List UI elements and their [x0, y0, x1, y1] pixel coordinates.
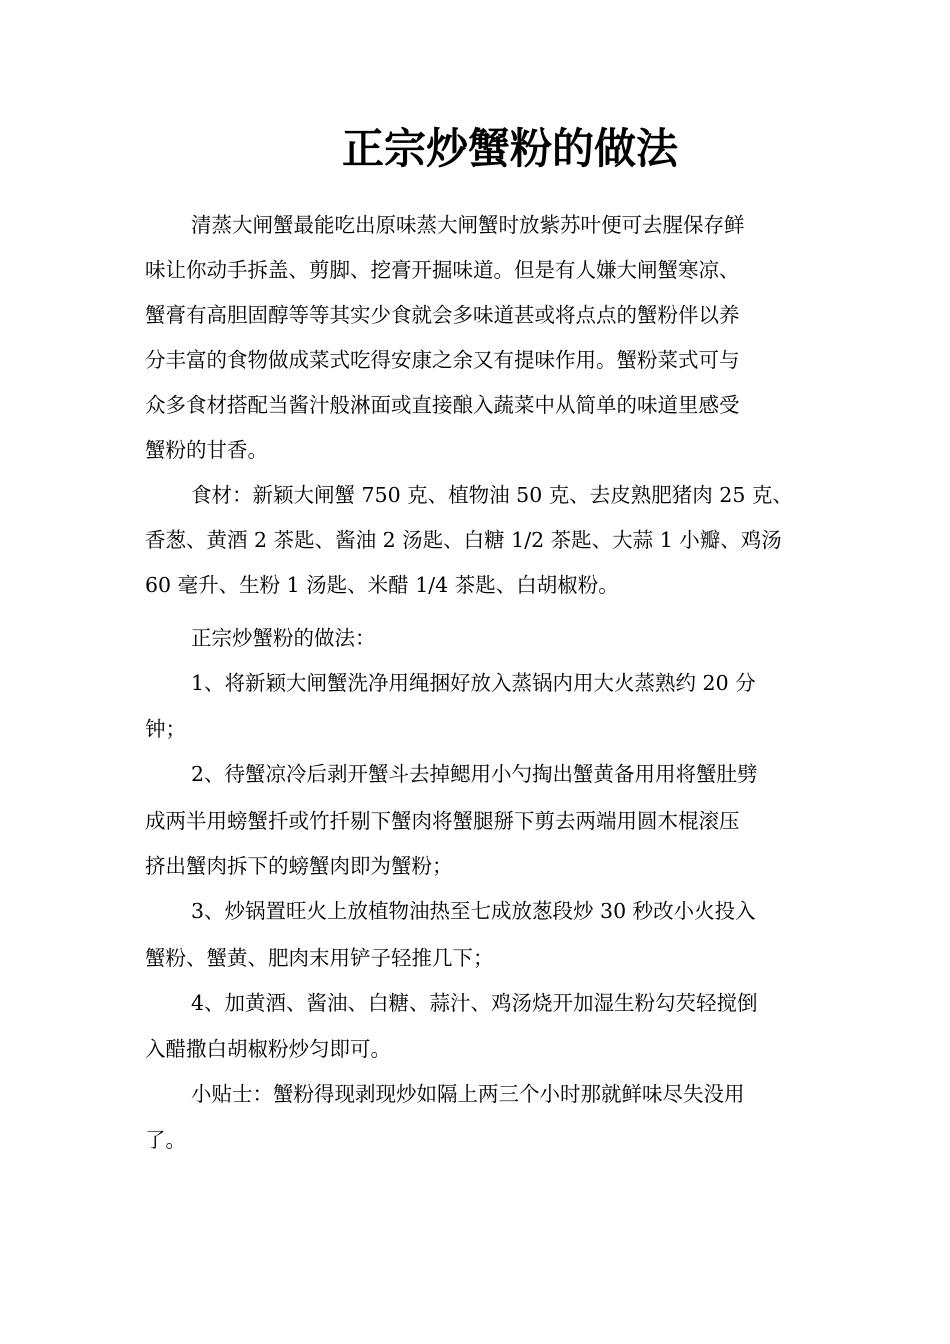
text-line: 香葱、黄酒 2 茶匙、酱油 2 汤匙、白糖 1/2 茶匙、大蒜 1 小瓣、鸡汤 — [145, 528, 782, 552]
text-line: 挤出蟹肉拆下的螃蟹肉即为蟹粉； — [145, 854, 453, 878]
text-line: 蟹膏有高胆固醇等等其实少食就会多味道甚或将点点的蟹粉伴以养 — [145, 303, 740, 327]
document-title: 正宗炒蟹粉的做法 — [341, 124, 678, 173]
text-line: 2、待蟹凉冷后剥开蟹斗去掉鳃用小勺掏出蟹黄备用用将蟹肚劈 — [191, 762, 758, 786]
text-line: 4、加黄酒、酱油、白糖、蒜汁、鸡汤烧开加湿生粉勾芡轻搅倒 — [191, 991, 758, 1015]
text-line: 蟹粉、蟹黄、肥肉末用铲子轻推几下； — [145, 946, 494, 970]
text-line: 小贴士：蟹粉得现剥现炒如隔上两三个小时那就鲜味尽失没用 — [191, 1082, 745, 1106]
text-line: 1、将新颖大闸蟹洗净用绳捆好放入蒸锅内用大火蒸熟约 20 分 — [191, 671, 756, 695]
text-line: 味让你动手拆盖、剪脚、挖膏开掘味道。但是有人嫌大闸蟹寒凉、 — [145, 258, 740, 282]
text-line: 分丰富的食物做成菜式吃得安康之余又有提味作用。蟹粉菜式可与 — [145, 348, 740, 372]
text-line: 众多食材搭配当酱汁般淋面或直接酿入蔬菜中从简单的味道里感受 — [145, 393, 740, 417]
text-line: 蟹粉的甘香。 — [145, 438, 268, 462]
text-line: 60 毫升、生粉 1 汤匙、米醋 1/4 茶匙、白胡椒粉。 — [145, 573, 619, 597]
text-line: 食材：新颖大闸蟹 750 克、植物油 50 克、去皮熟肥猪肉 25 克、 — [191, 483, 793, 507]
text-line: 了。 — [145, 1128, 186, 1152]
text-line: 成两半用螃蟹扦或竹扦剔下蟹肉将蟹腿掰下剪去两端用圆木棍滚压 — [145, 809, 740, 833]
text-line: 正宗炒蟹粉的做法： — [191, 626, 376, 650]
text-line: 入醋撒白胡椒粉炒匀即可。 — [145, 1037, 391, 1061]
text-line: 3、炒锅置旺火上放植物油热至七成放葱段炒 30 秒改小火投入 — [191, 899, 756, 923]
text-line: 清蒸大闸蟹最能吃出原味蒸大闸蟹时放紫苏叶便可去腥保存鲜 — [191, 213, 745, 237]
text-line: 钟； — [145, 717, 186, 741]
